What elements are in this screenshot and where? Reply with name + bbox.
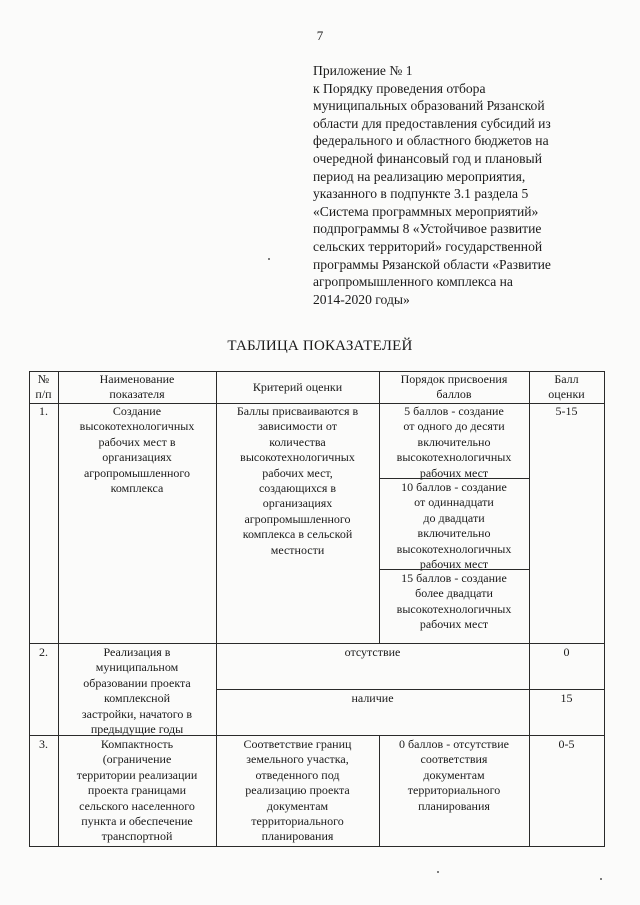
table-border-right: [604, 371, 605, 846]
cell-line: рабочих мест: [419, 557, 489, 572]
cell-line: территориального: [251, 814, 344, 829]
cell-line: отведенного под: [255, 767, 340, 782]
row3-criterion: [216, 737, 379, 845]
scan-speck: [437, 871, 439, 873]
cell-line: Создание: [112, 404, 162, 418]
row1-order-block-1: [379, 404, 529, 481]
appendix-line: программы Рязанской области «Развитие: [313, 256, 551, 272]
header-num-line: п/п: [35, 387, 52, 402]
header-order: [379, 372, 529, 403]
cell-line: до двадцати: [423, 510, 485, 525]
row2-option-divider: [216, 689, 605, 690]
appendix-line: очередной финансовый год и плановый: [313, 150, 542, 166]
cell-line: территориального: [407, 783, 501, 798]
cell-line: высокотехнологичных: [79, 419, 195, 434]
cell-line: включительно: [417, 526, 491, 541]
cell-line: документам: [423, 767, 485, 782]
cell-line: (ограничение: [102, 752, 172, 767]
cell-line: сельского населенного: [79, 798, 195, 813]
cell-line: муниципальном: [95, 660, 179, 675]
cell-line: 15 баллов - создание: [401, 571, 507, 585]
cell-line: рабочих мест: [419, 617, 489, 632]
cell-line: Реализация в: [103, 645, 171, 659]
scan-speck: [600, 878, 602, 880]
cell-line: включительно: [417, 434, 491, 449]
cell-line: 10 баллов - создание: [401, 480, 507, 494]
header-score-line: оценки: [548, 387, 585, 402]
cell-line: реализацию проекта: [245, 783, 350, 798]
appendix-line: к Порядку проведения отбора: [313, 80, 486, 96]
header-score: [529, 372, 604, 403]
cell-line: территории реализации: [76, 767, 198, 782]
appendix-heading: [313, 62, 613, 308]
cell-line: комплексной: [103, 691, 171, 706]
cell-line: высокотехнологичных: [396, 541, 512, 556]
cell-line: образовании проекта: [83, 675, 191, 690]
cell-line: рабочих мест,: [262, 465, 333, 480]
appendix-line: сельских территорий» государственной: [313, 238, 543, 254]
cell-line: предыдущие годы: [90, 722, 184, 737]
header-score-line: Балл: [554, 372, 579, 386]
cell-line: организациях: [262, 496, 333, 511]
cell-line: планирования: [418, 798, 490, 813]
row2-option-absent-score: 0: [563, 645, 570, 659]
appendix-line: «Система программных мероприятий»: [313, 203, 539, 219]
cell-line: рабочих мест: [419, 465, 489, 480]
appendix-line: Приложение № 1: [313, 63, 413, 78]
cell-line: комплекса в сельской: [242, 527, 353, 542]
cell-line: транспортной: [101, 829, 173, 844]
table-border-left: [29, 371, 30, 846]
header-name: [58, 372, 216, 403]
appendix-line: подпрограммы 8 «Устойчивое развитие: [313, 221, 542, 237]
cell-line: зависимости от: [258, 419, 337, 434]
row2-name: [58, 645, 216, 737]
cell-line: комплекса: [110, 481, 164, 496]
appendix-line: указанного в подпункте 3.1 раздела 5: [313, 186, 529, 202]
header-order-line: Порядок присвоения: [400, 372, 508, 386]
row1-num: 1.: [39, 404, 48, 418]
row3-num: 3.: [39, 737, 48, 751]
cell-line: Баллы присваиваются в: [236, 404, 359, 418]
cell-line: количества: [269, 434, 326, 449]
cell-line: от одного до десяти: [403, 419, 505, 434]
cell-line: организациях: [102, 450, 172, 465]
appendix-line: агропромышленного комплекса на: [313, 274, 513, 290]
row3-order: [379, 737, 529, 814]
cell-line: документам: [266, 798, 329, 813]
row1-criterion: [216, 404, 379, 558]
cell-line: застройки, начатого в: [81, 706, 193, 721]
cell-line: высокотехнологичных: [240, 450, 355, 465]
table-title: ТАБЛИЦА ПОКАЗАТЕЛЕЙ: [227, 338, 413, 354]
cell-line: земельного участка,: [246, 752, 349, 767]
cell-line: агропромышленного: [83, 465, 191, 480]
row2-num: 2.: [39, 645, 48, 659]
header-criterion: [216, 380, 379, 395]
row2-option-present-score: 15: [560, 691, 573, 705]
row1-bottom-border: [29, 643, 605, 644]
cell-line: местности: [270, 542, 325, 557]
header-name-line: Наименование: [99, 372, 175, 386]
table-border-bottom: [29, 846, 605, 847]
cell-line: создающихся в: [258, 481, 337, 496]
cell-line: проекта границами: [87, 783, 187, 798]
row1-name: [58, 404, 216, 496]
header-order-line: баллов: [436, 387, 472, 402]
header-num: [29, 372, 58, 403]
appendix-line: федерального и областного бюджетов на: [313, 133, 549, 149]
cell-line: планирования: [261, 829, 334, 844]
cell-line: Компактность: [100, 737, 174, 751]
appendix-line: 2014-2020 годы»: [313, 291, 410, 307]
cell-line: высокотехнологичных: [396, 450, 512, 465]
row2-option-present: наличие: [351, 691, 394, 705]
header-name-line: показателя: [109, 387, 165, 402]
cell-line: соответствия: [420, 752, 488, 767]
header-criterion-line: Критерий оценки: [252, 380, 343, 394]
appendix-line: период на реализацию мероприятия,: [313, 168, 526, 184]
row3-name: [58, 737, 216, 845]
appendix-line: области для предоставления субсидий из: [313, 115, 551, 131]
row2-option-absent: отсутствие: [344, 645, 401, 659]
appendix-line: муниципальных образований Рязанской: [313, 98, 545, 114]
cell-line: пункта и обеспечение: [81, 814, 193, 829]
cell-line: от одиннадцати: [414, 495, 494, 510]
row1-score: 5-15: [555, 404, 578, 418]
cell-line: более двадцати: [415, 586, 493, 601]
header-num-line: №: [37, 372, 50, 386]
scan-speck: [268, 258, 270, 260]
page-number: 7: [316, 28, 324, 43]
row1-order-block-3: [379, 571, 529, 633]
cell-line: Соответствие границ: [243, 737, 352, 751]
cell-line: 5 баллов - создание: [404, 404, 504, 418]
cell-line: 0 баллов - отсутствие: [399, 737, 509, 751]
cell-line: рабочих мест в: [98, 434, 176, 449]
cell-line: агропромышленного: [244, 511, 351, 526]
row3-score: 0-5: [558, 737, 575, 751]
row1-order-block-2: [379, 480, 529, 572]
cell-line: высокотехнологичных: [396, 601, 512, 616]
column-divider: [529, 371, 530, 846]
